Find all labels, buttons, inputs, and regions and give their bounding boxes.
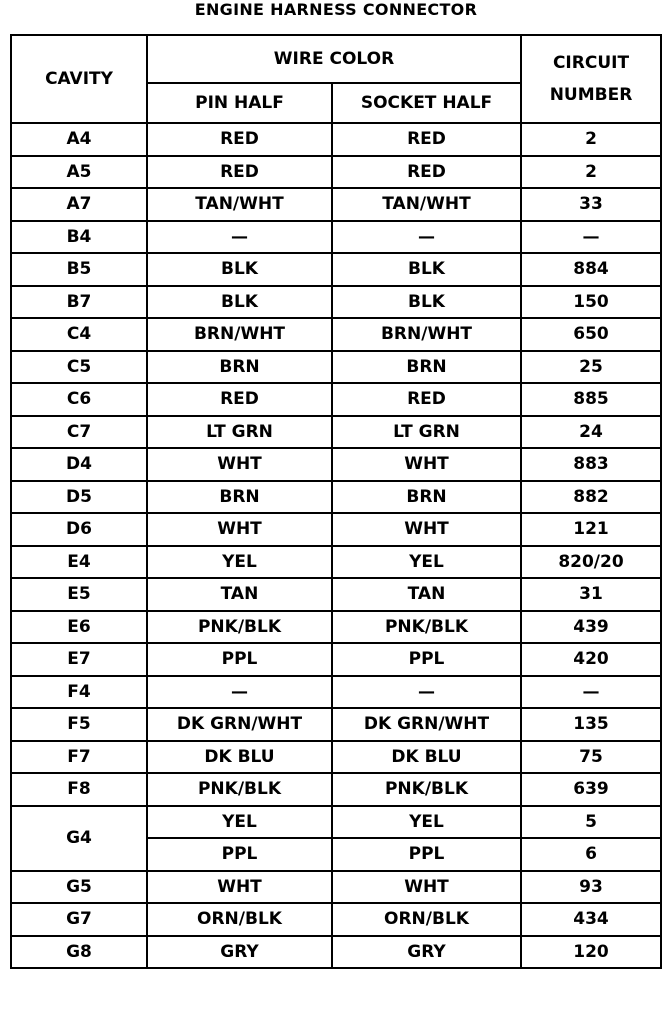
table-row bbox=[11, 253, 661, 286]
table-row bbox=[11, 903, 661, 936]
pin-half-cell: DK GRN/WHT bbox=[147, 708, 332, 741]
socket-half-cell: BRN/WHT bbox=[332, 318, 521, 351]
socket-half-cell: BLK bbox=[332, 286, 521, 319]
table-row bbox=[11, 676, 661, 709]
circuit-number-cell: 33 bbox=[521, 188, 661, 221]
cavity-cell: B5 bbox=[11, 253, 147, 286]
pin-half-cell: TAN/WHT bbox=[147, 188, 332, 221]
pin-half-cell: BLK bbox=[147, 253, 332, 286]
cavity-cell: D6 bbox=[11, 513, 147, 546]
socket-half-cell: WHT bbox=[332, 513, 521, 546]
circuit-number-cell: 120 bbox=[521, 936, 661, 969]
cavity-cell: D4 bbox=[11, 448, 147, 481]
circuit-number-cell: 439 bbox=[521, 611, 661, 644]
circuit-number-cell: 135 bbox=[521, 708, 661, 741]
table-row bbox=[11, 188, 661, 221]
pin-half-cell: DK BLU bbox=[147, 741, 332, 774]
circuit-number-cell: 882 bbox=[521, 481, 661, 514]
pin-half-cell: RED bbox=[147, 156, 332, 189]
table-row bbox=[11, 611, 661, 644]
circuit-number-cell: 75 bbox=[521, 741, 661, 774]
cavity-cell: A5 bbox=[11, 156, 147, 189]
table-row bbox=[11, 578, 661, 611]
socket-half-cell: WHT bbox=[332, 448, 521, 481]
table-row bbox=[11, 708, 661, 741]
socket-half-cell: — bbox=[332, 221, 521, 254]
circuit-number-cell: 6 bbox=[521, 838, 661, 871]
circuit-number-cell: 2 bbox=[521, 156, 661, 189]
cavity-cell: B7 bbox=[11, 286, 147, 319]
cavity-cell: E5 bbox=[11, 578, 147, 611]
pin-half-cell: PPL bbox=[147, 838, 332, 871]
pin-half-cell: BRN bbox=[147, 351, 332, 384]
circuit-number-cell: 434 bbox=[521, 903, 661, 936]
circuit-number-cell: 150 bbox=[521, 286, 661, 319]
pin-half-cell: BRN bbox=[147, 481, 332, 514]
pin-half-cell: WHT bbox=[147, 513, 332, 546]
cavity-cell: G7 bbox=[11, 903, 147, 936]
circuit-number-cell: 639 bbox=[521, 773, 661, 806]
cavity-cell: C5 bbox=[11, 351, 147, 384]
circuit-header-line1: CIRCUIT bbox=[552, 53, 630, 73]
circuit-number-cell: 31 bbox=[521, 578, 661, 611]
circuit-number-cell: — bbox=[521, 221, 661, 254]
circuit-number-cell: 2 bbox=[521, 123, 661, 156]
pin-half-cell: YEL bbox=[147, 546, 332, 579]
socket-half-cell: ORN/BLK bbox=[332, 903, 521, 936]
table-row bbox=[11, 123, 661, 156]
socket-half-cell: TAN bbox=[332, 578, 521, 611]
circuit-number-cell: 5 bbox=[521, 806, 661, 839]
pin-half-cell: RED bbox=[147, 383, 332, 416]
circuit-number-cell: 820/20 bbox=[521, 546, 661, 579]
socket-half-cell: YEL bbox=[332, 806, 521, 839]
socket-half-cell: YEL bbox=[332, 546, 521, 579]
circuit-number-cell: 121 bbox=[521, 513, 661, 546]
wire-color-header: WIRE COLOR bbox=[147, 35, 521, 83]
cavity-cell: F4 bbox=[11, 676, 147, 709]
pin-half-cell: GRY bbox=[147, 936, 332, 969]
pin-half-cell: — bbox=[147, 676, 332, 709]
socket-half-cell: PNK/BLK bbox=[332, 773, 521, 806]
pin-half-cell: PNK/BLK bbox=[147, 773, 332, 806]
socket-half-cell: RED bbox=[332, 383, 521, 416]
pin-half-header: PIN HALF bbox=[147, 83, 332, 123]
circuit-header-line2: NUMBER bbox=[549, 85, 633, 105]
table-row bbox=[11, 936, 661, 969]
circuit-number-cell: 884 bbox=[521, 253, 661, 286]
cavity-cell: C7 bbox=[11, 416, 147, 449]
pin-half-cell: LT GRN bbox=[147, 416, 332, 449]
socket-half-cell: DK GRN/WHT bbox=[332, 708, 521, 741]
table-row bbox=[11, 643, 661, 676]
cavity-cell: A4 bbox=[11, 123, 147, 156]
socket-half-cell: — bbox=[332, 676, 521, 709]
cavity-cell: E4 bbox=[11, 546, 147, 579]
pin-half-cell: PPL bbox=[147, 643, 332, 676]
table-row bbox=[11, 481, 661, 514]
cavity-cell: D5 bbox=[11, 481, 147, 514]
table-row bbox=[11, 318, 661, 351]
table-body bbox=[11, 123, 661, 968]
pin-half-cell: BRN/WHT bbox=[147, 318, 332, 351]
cavity-cell: F8 bbox=[11, 773, 147, 806]
table-row bbox=[11, 546, 661, 579]
socket-half-cell: TAN/WHT bbox=[332, 188, 521, 221]
socket-half-cell: BLK bbox=[332, 253, 521, 286]
pin-half-cell: WHT bbox=[147, 448, 332, 481]
socket-half-header: SOCKET HALF bbox=[332, 83, 521, 123]
circuit-number-cell: 650 bbox=[521, 318, 661, 351]
cavity-cell: G8 bbox=[11, 936, 147, 969]
socket-half-cell: DK BLU bbox=[332, 741, 521, 774]
table-row bbox=[11, 416, 661, 449]
cavity-cell: B4 bbox=[11, 221, 147, 254]
pin-half-cell: BLK bbox=[147, 286, 332, 319]
socket-half-cell: GRY bbox=[332, 936, 521, 969]
circuit-number-header bbox=[521, 35, 661, 123]
table-row bbox=[11, 741, 661, 774]
cavity-cell: F7 bbox=[11, 741, 147, 774]
circuit-number-cell: — bbox=[521, 676, 661, 709]
cavity-cell: G4 bbox=[11, 806, 147, 871]
table-row bbox=[11, 513, 661, 546]
circuit-number-cell: 883 bbox=[521, 448, 661, 481]
pin-half-cell: ORN/BLK bbox=[147, 903, 332, 936]
pin-half-cell: YEL bbox=[147, 806, 332, 839]
table-row bbox=[11, 383, 661, 416]
cavity-cell: F5 bbox=[11, 708, 147, 741]
table-row bbox=[11, 156, 661, 189]
cavity-header: CAVITY bbox=[11, 35, 147, 123]
socket-half-cell: LT GRN bbox=[332, 416, 521, 449]
pin-half-cell: TAN bbox=[147, 578, 332, 611]
pin-half-cell: WHT bbox=[147, 871, 332, 904]
table-row bbox=[11, 351, 661, 384]
table-row bbox=[11, 286, 661, 319]
table-row bbox=[11, 871, 661, 904]
circuit-number-cell: 93 bbox=[521, 871, 661, 904]
table-row bbox=[11, 773, 661, 806]
cavity-cell: G5 bbox=[11, 871, 147, 904]
socket-half-cell: BRN bbox=[332, 351, 521, 384]
table-row bbox=[11, 221, 661, 254]
cavity-cell: C6 bbox=[11, 383, 147, 416]
circuit-number-cell: 24 bbox=[521, 416, 661, 449]
connector-table bbox=[10, 34, 662, 969]
cavity-cell: E6 bbox=[11, 611, 147, 644]
socket-half-cell: RED bbox=[332, 156, 521, 189]
socket-half-cell: PPL bbox=[332, 838, 521, 871]
socket-half-cell: BRN bbox=[332, 481, 521, 514]
circuit-number-cell: 420 bbox=[521, 643, 661, 676]
pin-half-cell: — bbox=[147, 221, 332, 254]
socket-half-cell: PPL bbox=[332, 643, 521, 676]
table-row bbox=[11, 448, 661, 481]
circuit-number-cell: 25 bbox=[521, 351, 661, 384]
cavity-cell: A7 bbox=[11, 188, 147, 221]
pin-half-cell: RED bbox=[147, 123, 332, 156]
pin-half-cell: PNK/BLK bbox=[147, 611, 332, 644]
cavity-cell: C4 bbox=[11, 318, 147, 351]
socket-half-cell: WHT bbox=[332, 871, 521, 904]
cavity-cell: E7 bbox=[11, 643, 147, 676]
circuit-number-cell: 885 bbox=[521, 383, 661, 416]
socket-half-cell: RED bbox=[332, 123, 521, 156]
socket-half-cell: PNK/BLK bbox=[332, 611, 521, 644]
table-row bbox=[11, 806, 661, 839]
table-title: ENGINE HARNESS CONNECTOR bbox=[194, 0, 478, 19]
